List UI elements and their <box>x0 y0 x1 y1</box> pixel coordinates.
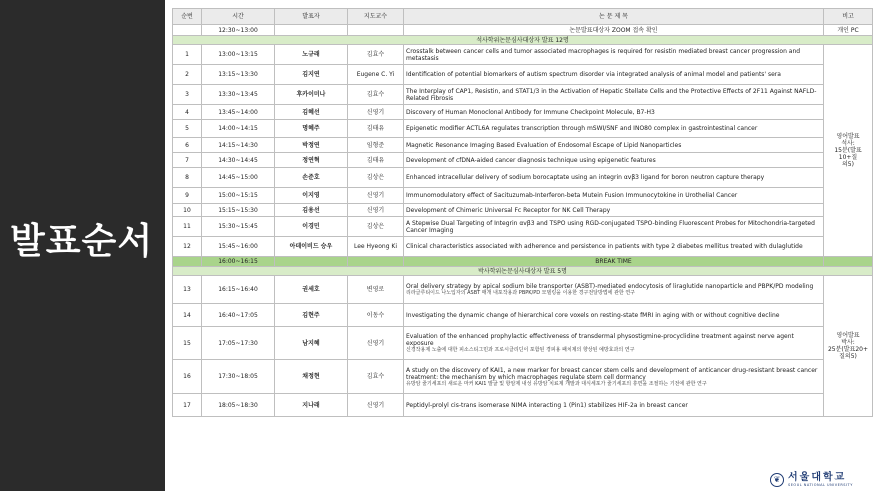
row-title <box>404 304 824 327</box>
row-no: 10 <box>173 204 202 217</box>
row-no: 5 <box>173 120 202 138</box>
title-ko: 신경작용제 노출에 대한 피소스티그민과 프로시클리딘이 포함된 경피용 패치제의 향상된 예방효과의 연구 <box>406 347 635 353</box>
row-title <box>404 360 824 394</box>
row-title <box>404 65 824 85</box>
slide-title: 발표순서 <box>10 221 154 262</box>
title-en: The Interplay of CAP1, Resistin, and STAT1/3 in the Activation of Hepatic Stellate Cells and the Protective Effects of 2F11 Against NAFLD- Related Fibrosis <box>406 87 817 102</box>
title-en: Development of cfDNA-aided cancer diagnosis technique using epigenetic features <box>406 156 656 164</box>
schedule-row <box>173 105 873 120</box>
schedule-row <box>173 153 873 168</box>
row-time: 18:05~18:30 <box>202 394 275 417</box>
zoom-presenter <box>275 25 348 36</box>
row-presenter: 정연혁 <box>275 153 348 168</box>
row-presenter: 지나래 <box>275 394 348 417</box>
row-time: 15:45~16:00 <box>202 237 275 257</box>
schedule-row <box>173 394 873 417</box>
row-title <box>404 276 824 304</box>
row-no: 6 <box>173 138 202 153</box>
row-time: 15:30~15:45 <box>202 217 275 237</box>
note-line: 25분(발표20+ <box>827 346 869 353</box>
zoom-advisor <box>348 25 404 36</box>
header-title: 논 문 제 목 <box>404 9 824 25</box>
title-en: A study on the discovery of KAI1, a new marker for breast cancer stem cells and development of anticancer drug-resistant breast cancer treatment: the mechanism by which macrophages regulate stem cell dormancy <box>406 366 818 381</box>
row-presenter: 김용선 <box>275 204 348 217</box>
row-no: 12 <box>173 237 202 257</box>
row-time: 15:15~15:30 <box>202 204 275 217</box>
title-ko: 유방암 줄기세포의 새로운 마커 KAI1 발굴 및 항암제 내성 유방암 치료제 개발과 대식세포가 줄기세포의 휴면을 조절하는 기전에 관한 연구 <box>406 380 707 387</box>
schedule-row <box>173 120 873 138</box>
row-presenter: 김지연 <box>275 65 348 85</box>
note-line: 영어발표 <box>836 332 860 339</box>
row-title <box>404 188 824 204</box>
title-en: Peptidyl-prolyl cis-trans isomerase NIMA interacting 1 (Pin1) stabilizes HIF-2a in breast cancer <box>406 401 688 409</box>
zoom-time: 12:30~13:00 <box>202 25 275 36</box>
schedule-row <box>173 304 873 327</box>
row-time: 17:05~17:30 <box>202 327 275 360</box>
row-no: 1 <box>173 45 202 65</box>
left-panel <box>0 0 165 491</box>
row-no: 16 <box>173 360 202 394</box>
title-en: Development of Chimeric Universal Fc Receptor for NK Cell Therapy <box>406 206 611 214</box>
row-no: 3 <box>173 85 202 105</box>
row-presenter: 노규래 <box>275 45 348 65</box>
row-presenter: 채정현 <box>275 360 348 394</box>
break-row <box>173 257 873 267</box>
schedule-row <box>173 138 873 153</box>
title-ko: 리라글루티이드 나노입자의 ASBT 매개 내포작용과 PBPK/PD 모델링을 이용한 경구전달방법에 관한 연구 <box>406 290 635 296</box>
row-advisor: 김효수 <box>348 85 404 105</box>
schedule-row <box>173 237 873 257</box>
row-no: 7 <box>173 153 202 168</box>
row-time: 14:45~15:00 <box>202 168 275 188</box>
break-note <box>824 257 873 267</box>
break-title: BREAK TIME <box>404 257 824 267</box>
row-advisor: 변영로 <box>348 276 404 304</box>
schedule-row <box>173 85 873 105</box>
logo-english: SEOUL NATIONAL UNIVERSITY <box>788 483 853 487</box>
row-advisor: 임형준 <box>348 138 404 153</box>
row-advisor: 김태유 <box>348 120 404 138</box>
row-no: 9 <box>173 188 202 204</box>
row-title <box>404 153 824 168</box>
row-time: 13:15~13:30 <box>202 65 275 85</box>
masters-section-header: 석사학위논문심사대상자 발표 12명 <box>173 36 873 45</box>
title-en: A Stepwise Dual Targeting of Integrin αvβ3 and TSPO using RGD-conjugated TSPO-binding Fluorescent Probes for Mitochondria-targeted Cancer Imaging <box>406 219 815 234</box>
presentation-schedule-table <box>172 8 873 417</box>
phd-note <box>824 276 873 417</box>
row-presenter: 이경민 <box>275 217 348 237</box>
row-time: 14:15~14:30 <box>202 138 275 153</box>
note-line: 석사: <box>841 140 855 147</box>
row-no: 14 <box>173 304 202 327</box>
row-no: 13 <box>173 276 202 304</box>
note-line: 영어발표 <box>836 133 860 140</box>
table-header-row <box>173 9 873 25</box>
row-no: 11 <box>173 217 202 237</box>
row-presenter: 명혜주 <box>275 120 348 138</box>
row-time: 13:30~13:45 <box>202 85 275 105</box>
title-en: Clinical characteristics associated with adherence and persistence in patients with type 2 diabetes mellitus treated with dulaglutide <box>406 243 803 250</box>
row-time: 14:30~14:45 <box>202 153 275 168</box>
row-advisor: 김효수 <box>348 45 404 65</box>
zoom-note: 개인 PC <box>824 25 873 36</box>
header-advisor: 지도교수 <box>348 9 404 25</box>
phd-section-header: 박사학위논문심사대상자 발표 5명 <box>173 267 873 276</box>
title-en: Epigenetic modifier ACTL6A regulates transcription through mSWI/SNF and INO80 complex in gastrointestinal cancer <box>406 125 758 132</box>
row-no: 8 <box>173 168 202 188</box>
row-presenter: 권세호 <box>275 276 348 304</box>
row-title <box>404 217 824 237</box>
title-en: Investigating the dynamic change of hierarchical core voxels on resting-state fMRI in aging with or without cognitive decline <box>406 311 780 319</box>
row-title <box>404 204 824 217</box>
row-presenter: 김혜선 <box>275 105 348 120</box>
note-line: 의5) <box>842 161 854 168</box>
title-en: Identification of potential biomarkers of autism spectrum disorder via integrated analysis of animal model and patients' sera <box>406 71 781 78</box>
row-title <box>404 138 824 153</box>
break-time: 16:00~16:15 <box>202 257 275 267</box>
row-title <box>404 168 824 188</box>
schedule-row <box>173 217 873 237</box>
header-note: 비고 <box>824 9 873 25</box>
row-advisor: 김효수 <box>348 360 404 394</box>
row-advisor: 김상은 <box>348 168 404 188</box>
zoom-title: 논문발표대상자 ZOOM 접속 확인 <box>404 25 824 36</box>
row-time: 13:45~14:00 <box>202 105 275 120</box>
university-logo <box>770 472 853 487</box>
row-presenter: 박정연 <box>275 138 348 153</box>
row-no: 2 <box>173 65 202 85</box>
title-en: Discovery of Human Monoclonal Antibody for Immune Checkpoint Molecule, B7-H3 <box>406 108 655 116</box>
row-advisor: 신영기 <box>348 188 404 204</box>
row-title <box>404 45 824 65</box>
row-advisor: Eugene C. Yi <box>348 65 404 85</box>
title-en: Crosstalk between cancer cells and tumor associated macrophages is required for resistin mediated breast cancer progression and metastasis <box>406 47 801 62</box>
row-presenter: 김현주 <box>275 304 348 327</box>
schedule-row <box>173 45 873 65</box>
row-time: 14:00~14:15 <box>202 120 275 138</box>
row-advisor: 신영기 <box>348 105 404 120</box>
schedule-row <box>173 188 873 204</box>
row-no: 15 <box>173 327 202 360</box>
row-no: 4 <box>173 105 202 120</box>
row-advisor: 신영기 <box>348 204 404 217</box>
row-advisor: 신영기 <box>348 327 404 360</box>
schedule-row <box>173 276 873 304</box>
zoom-no <box>173 25 202 36</box>
title-en: Oral delivery strategy by apical sodium bile transporter (ASBT)-mediated endocytosis of liraglutide nanoparticle and PBPK/PD modeling <box>406 283 814 290</box>
title-en: Immunomodulatory effect of Sacituzumab-Interferon-beta Mutein Fusion Immunocytokine in Urothelial Cancer <box>406 192 738 199</box>
row-presenter: 후카이미나 <box>275 85 348 105</box>
header-no: 순번 <box>173 9 202 25</box>
title-en: Evaluation of the enhanced prophylactic effectiveness of transdermal physostigmine-procyclidine treatment against nerve agent exposure <box>406 333 794 347</box>
row-time: 16:40~17:05 <box>202 304 275 327</box>
schedule-row <box>173 168 873 188</box>
row-advisor: 이동수 <box>348 304 404 327</box>
note-line: 질의5) <box>839 353 857 360</box>
masters-section-row <box>173 36 873 45</box>
note-line: 15분(발표10+질 <box>834 147 862 161</box>
break-advisor <box>348 257 404 267</box>
row-title <box>404 85 824 105</box>
schedule-row <box>173 204 873 217</box>
schedule-row <box>173 65 873 85</box>
row-title <box>404 394 824 417</box>
masters-note <box>824 45 873 257</box>
row-time: 17:30~18:05 <box>202 360 275 394</box>
row-presenter: 이지영 <box>275 188 348 204</box>
break-no <box>173 257 202 267</box>
row-presenter: 손준호 <box>275 168 348 188</box>
title-en: Enhanced intracellular delivery of sodium borocaptate using an integrin αvβ3 ligand for boron neutron capture therapy <box>406 174 765 181</box>
row-presenter: 아데이비드 승우 <box>275 237 348 257</box>
logo-name: 서울대학교 <box>788 472 847 483</box>
title-en: Magnetic Resonance Imaging Based Evaluation of Endosomal Escape of Lipid Nanoparticles <box>406 141 682 149</box>
zoom-check-row <box>173 25 873 36</box>
header-time: 시간 <box>202 9 275 25</box>
header-presenter: 발표자 <box>275 9 348 25</box>
row-time: 15:00~15:15 <box>202 188 275 204</box>
schedule-row <box>173 327 873 360</box>
row-time: 16:15~16:40 <box>202 276 275 304</box>
schedule-row <box>173 360 873 394</box>
row-no: 17 <box>173 394 202 417</box>
note-line: 박사: <box>841 339 855 346</box>
row-advisor: 김태유 <box>348 153 404 168</box>
university-seal-icon: ❦ <box>770 473 784 487</box>
phd-section-row <box>173 267 873 276</box>
row-presenter: 남지혜 <box>275 327 348 360</box>
row-title <box>404 237 824 257</box>
row-advisor: 신영기 <box>348 394 404 417</box>
row-title <box>404 327 824 360</box>
row-title <box>404 105 824 120</box>
break-presenter <box>275 257 348 267</box>
row-advisor: Lee Hyeong Ki <box>348 237 404 257</box>
row-advisor: 김상은 <box>348 217 404 237</box>
row-time: 13:00~13:15 <box>202 45 275 65</box>
row-title <box>404 120 824 138</box>
